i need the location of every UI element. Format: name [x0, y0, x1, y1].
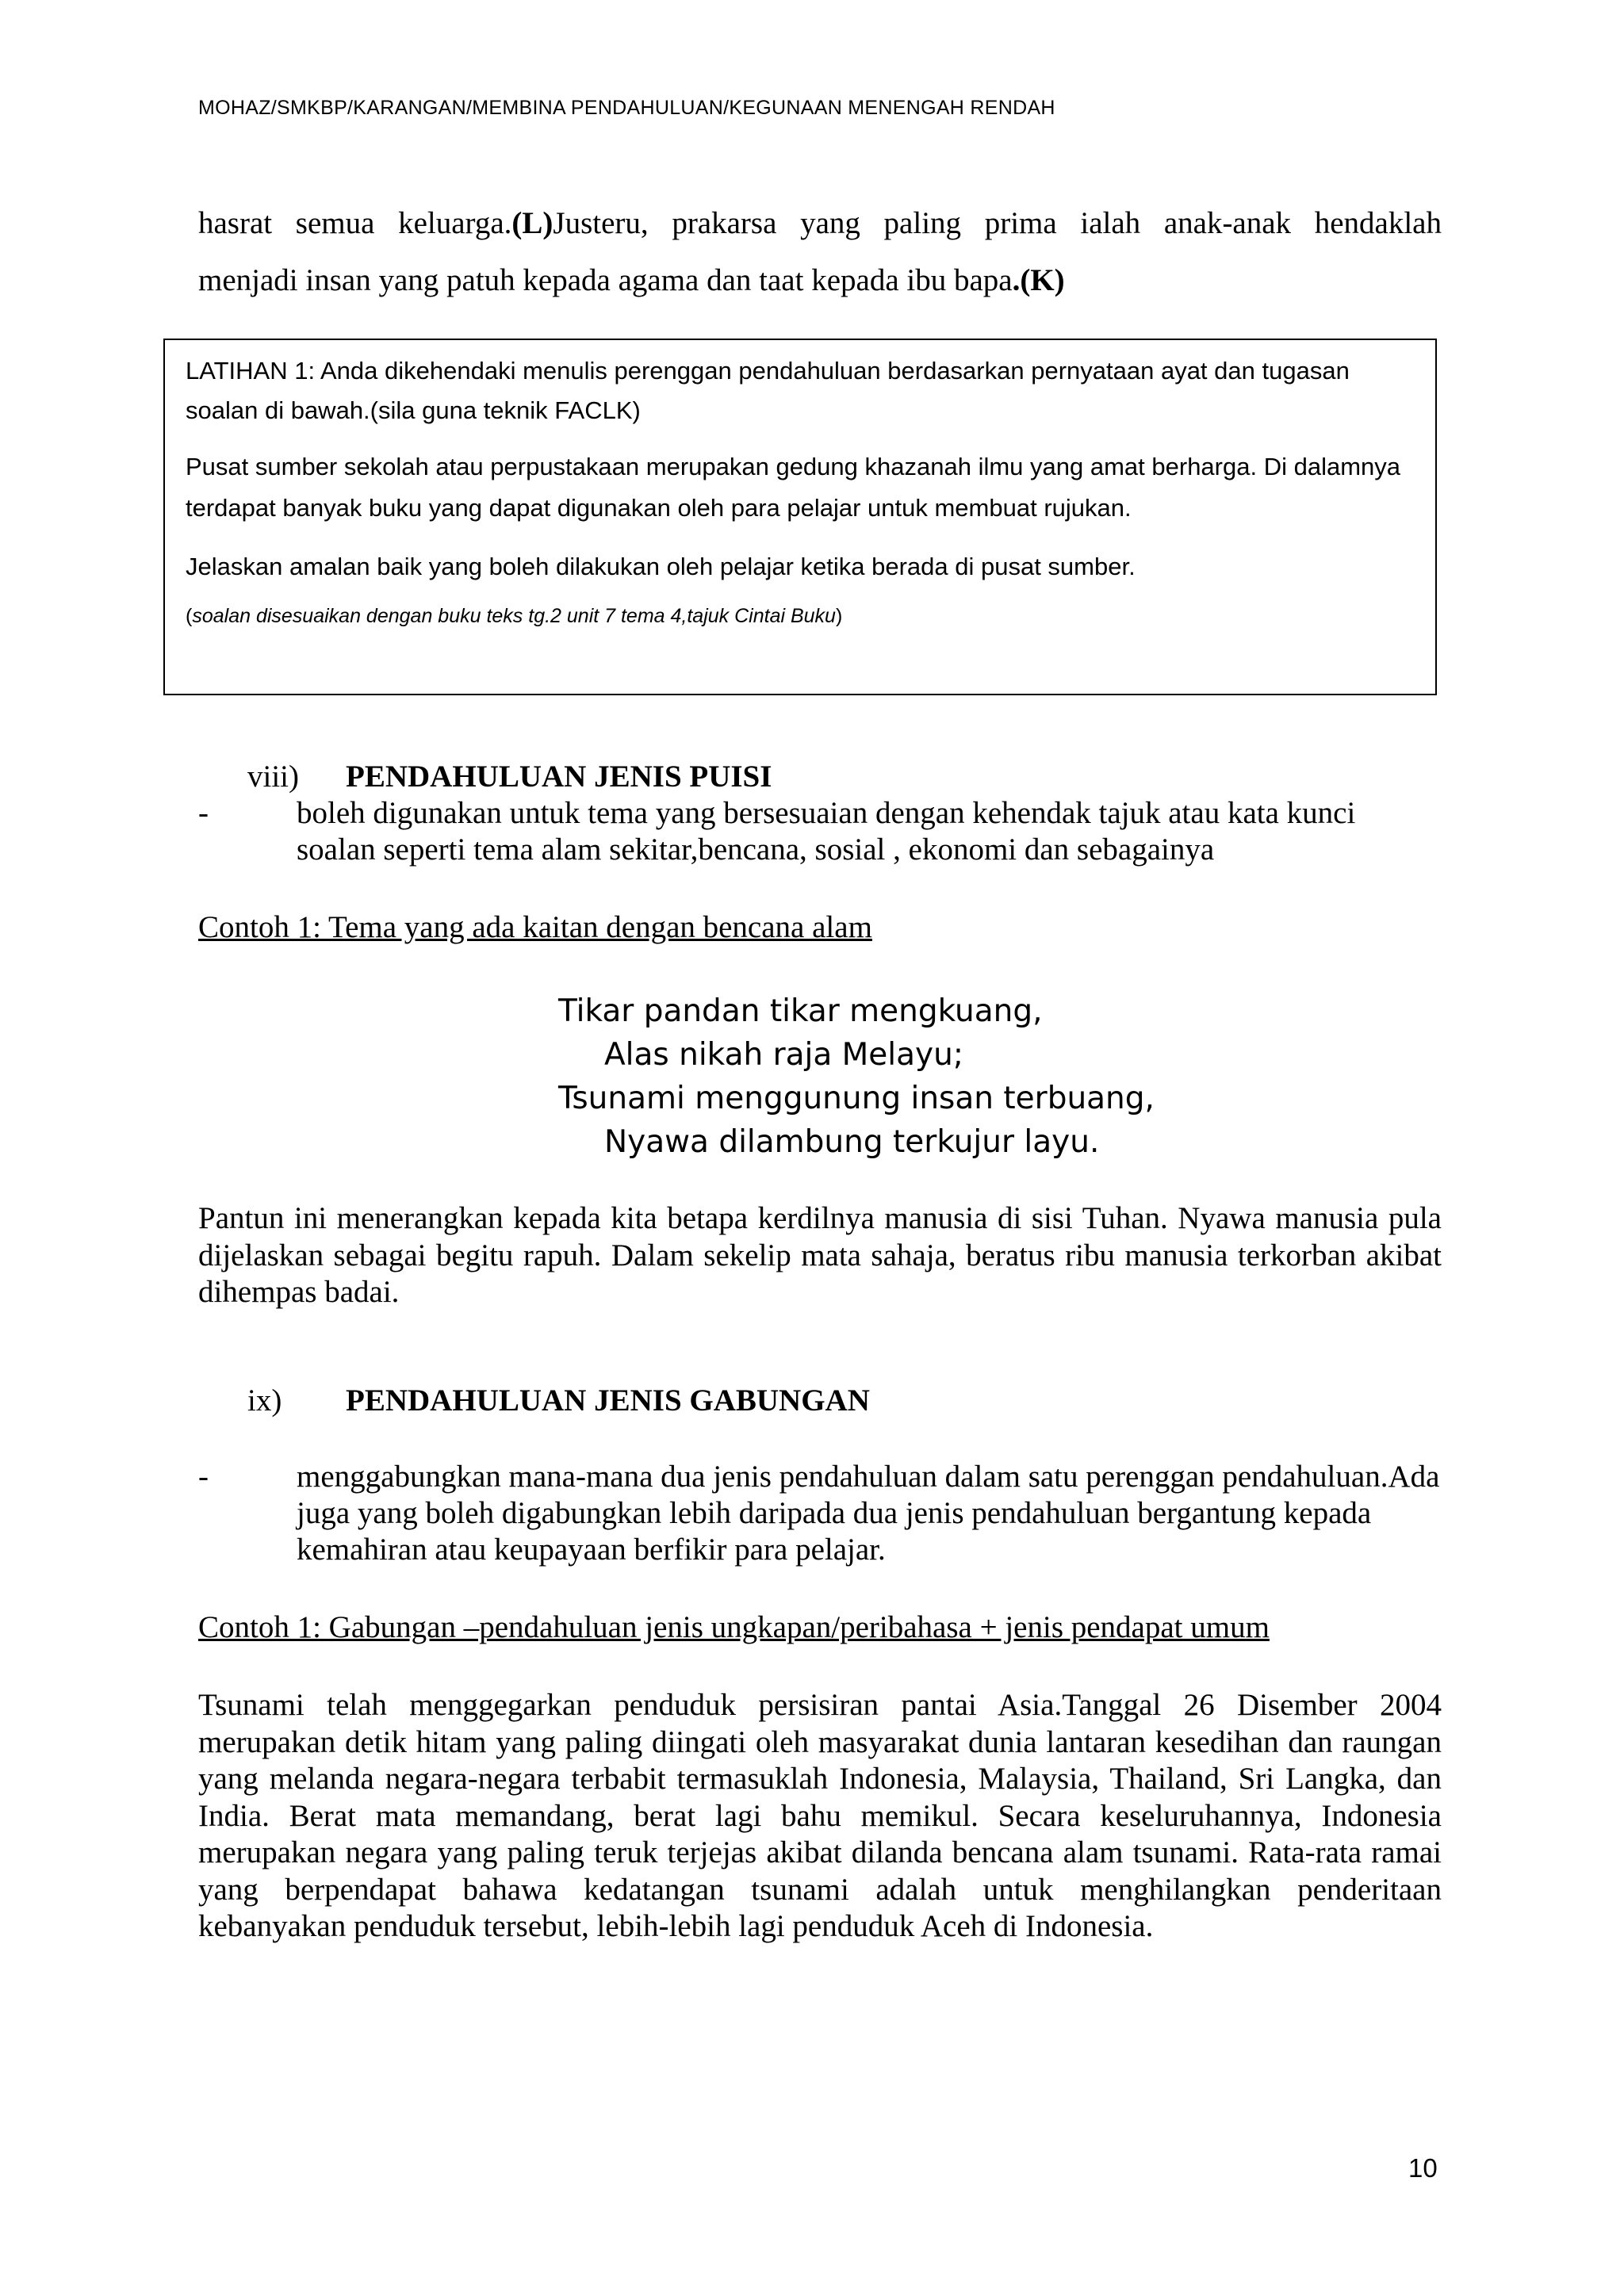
pantun-explanation: Pantun ini menerangkan kepada kita betapa kerdilnya manusia di sisi Tuhan. Nyawa manusia pula dijelaskan sebagai begitu rapuh. Dalam sekelip mata sahaja, beratus ribu manusia terkorban akibat dihempas badai.: [198, 1201, 1442, 1309]
exercise-source-close: ): [835, 605, 843, 627]
exercise-source-open: (: [186, 605, 193, 627]
pantun-verse: [558, 989, 1155, 1164]
intro-paragraph: [198, 195, 1442, 309]
intro-line-1-rest: Justeru, prakarsa yang paling prima ialah anak-anak hendaklah: [553, 206, 1442, 240]
section-viii-example-label: Contoh 1: Tema yang ada kaitan dengan bencana alam: [198, 910, 872, 944]
intro-line-1-text: hasrat semua keluarga.: [198, 206, 512, 240]
exercise-task: Jelaskan amalan baik yang boleh dilakukan oleh pelajar ketika berada di pusat sumber.: [186, 553, 1136, 580]
exercise-source-text: soalan disesuaikan dengan buku teks tg.2 unit 7 tema 4,tajuk Cintai Buku: [192, 605, 836, 627]
running-header: MOHAZ/SMKBP/KARANGAN/MEMBINA PENDAHULUAN/KEGUNAAN MENENGAH RENDAH: [198, 97, 1055, 119]
exercise-context: Pusat sumber sekolah atau perpustakaan merupakan gedung khazanah ilmu yang amat berharga. Di dalamnya terdapat banyak buku yang dapat digunakan oleh para pelajar untuk membuat rujukan.: [186, 453, 1401, 522]
section-viii-title: PENDAHULUAN JENIS PUISI: [346, 760, 772, 794]
intro-line-2-text: menjadi insan yang patuh kepada agama dan taat kepada ibu bapa: [198, 263, 1013, 297]
section-ix-bullet: [198, 1459, 1442, 1568]
exercise-source: [186, 605, 1415, 628]
section-viii-bullet-text: boleh digunakan untuk tema yang bersesuaian dengan kehendak tajuk atau kata kunci soalan seperti tema alam sekitar,bencana, sosial , ekonomi dan sebagainya: [297, 796, 1356, 867]
section-ix-example-label: Contoh 1: Gabungan –pendahuluan jenis ungkapan/peribahasa + jenis pendapat umum: [198, 1610, 1270, 1644]
bullet-dash: -: [198, 796, 209, 830]
pantun-line-3: Tsunami menggunung insan terbuang,: [558, 1081, 1155, 1116]
section-viii-bullet: [198, 795, 1442, 868]
exercise-box: [163, 339, 1437, 695]
pantun-line-4: Nyawa dilambung terkujur layu.: [604, 1124, 1100, 1160]
bullet-dash: -: [198, 1460, 209, 1494]
page-number: 10: [1408, 2153, 1438, 2183]
intro-mark-k: .(K): [1012, 263, 1065, 297]
section-ix-number: ix): [247, 1383, 282, 1418]
section-ix-heading: [247, 1383, 870, 1418]
section-viii-number: viii): [247, 760, 299, 794]
intro-mark-l: (L): [511, 206, 553, 240]
intro-line-1: [198, 195, 1442, 252]
section-ix-title: PENDAHULUAN JENIS GABUNGAN: [346, 1383, 870, 1418]
exercise-instruction: LATIHAN 1: Anda dikehendaki menulis perenggan pendahuluan berdasarkan pernyataan ayat dan tugasan soalan di bawah.(sila guna teknik FACLK): [186, 357, 1350, 424]
section-ix-bullet-text: menggabungkan mana-mana dua jenis pendahuluan dalam satu perenggan pendahuluan.Ada juga yang boleh digabungkan lebih daripada dua jenis pendahuluan bergantung kepada kemahiran atau keupayaan berfikir para pelajar.: [297, 1460, 1440, 1567]
pantun-line-2: Alas nikah raja Melayu;: [604, 1037, 963, 1073]
section-viii-heading: [247, 760, 772, 794]
intro-line-2: [198, 252, 1442, 309]
pantun-line-1: Tikar pandan tikar mengkuang,: [558, 993, 1043, 1029]
section-ix-example-paragraph: Tsunami telah menggegarkan penduduk persisiran pantai Asia.Tanggal 26 Disember 2004 merupakan detik hitam yang paling diingati oleh masyarakat dunia lantaran kesedihan dan raungan yang melanda negara-negara terbabit termasuklah Indonesia, Malaysia, Thailand, Sri Langka, dan India. Berat mata memandang, berat lagi bahu memikul. Secara keseluruhannya, Indonesia merupakan negara yang paling teruk terjejas akibat dilanda bencana alam tsunami. Rata-rata ramai yang berpendapat bahawa kedatangan tsunami adalah untuk menghilangkan penderitaan kebanyakan penduduk tersebut, lebih-lebih lagi penduduk Aceh di Indonesia.: [198, 1688, 1442, 1943]
